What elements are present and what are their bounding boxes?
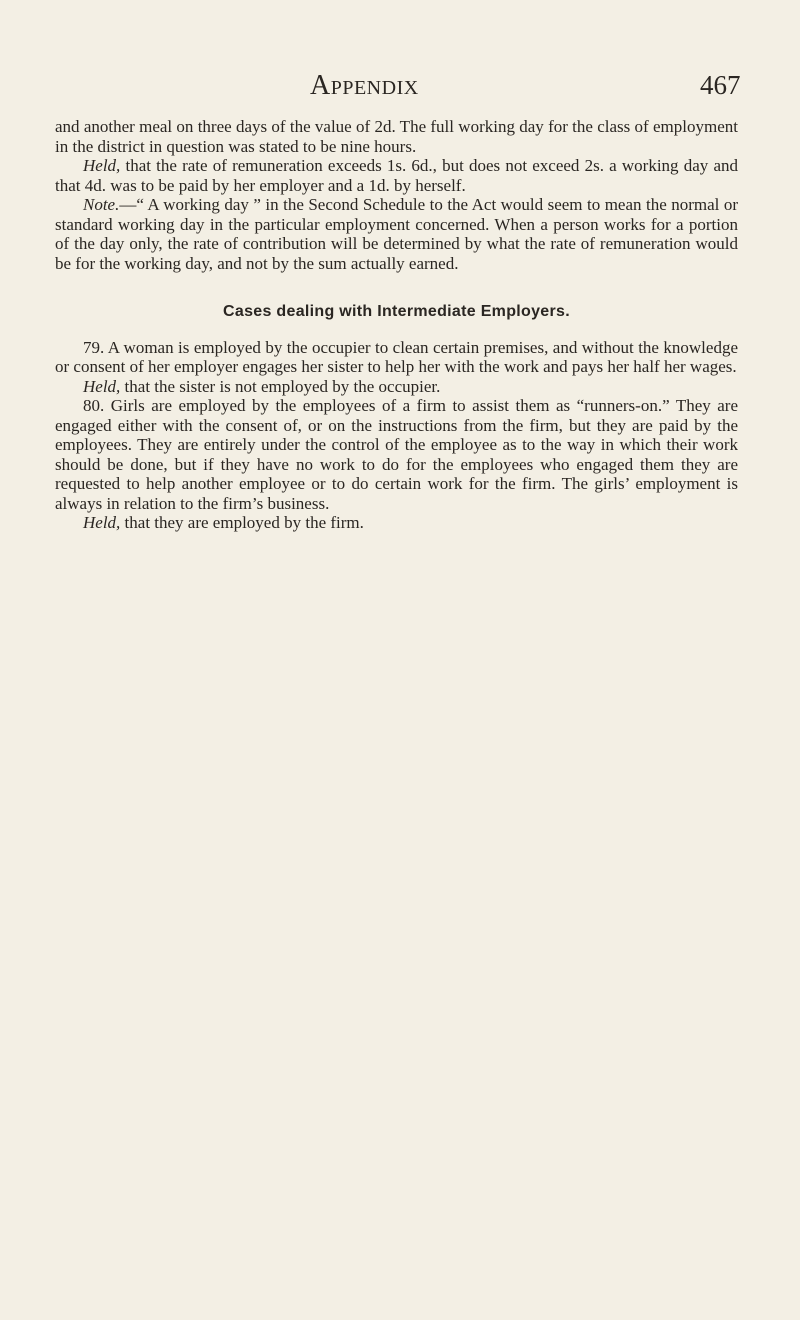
held-text: that the sister is not employed by the occupier. bbox=[120, 376, 441, 396]
paragraph-case-79 bbox=[55, 338, 738, 377]
paragraph-held-3 bbox=[55, 513, 738, 533]
running-head bbox=[0, 72, 800, 112]
page-number: 467 bbox=[700, 70, 741, 100]
held-text: that they are employed by the firm. bbox=[120, 513, 364, 532]
paragraph-note bbox=[55, 195, 738, 273]
paragraph-held-2 bbox=[55, 377, 738, 397]
paragraph-continuation-text: and another meal on three days of the value of 2d. The full working day for the class of employment in the district in question was stated to be nine hours. bbox=[55, 117, 738, 156]
paragraph-held-1 bbox=[55, 156, 738, 195]
body-text bbox=[55, 117, 738, 533]
paragraph-continuation bbox=[55, 117, 738, 156]
note-label: Note. bbox=[83, 195, 120, 214]
note-text: —“ A working day ” in the Second Schedule to the Act would seem to mean the normal or standard working day in the particular employment concerned. When a person works for a portion of the day only, the rate of contribution will be determined by what the rate of remuneration would be for the working day, and not by the sum actually earned. bbox=[55, 195, 738, 273]
case-79-text: 79. A woman is employed by the occupier to clean certain premises, and without the knowledge or consent of her employer engages her sister to help her with the work and pays her half her wages. bbox=[55, 337, 738, 376]
held-label: Held, bbox=[83, 513, 121, 532]
section-heading: Cases dealing with Intermediate Employers. bbox=[223, 303, 570, 320]
held-text: that the rate of remuneration exceeds 1s. 6d., but does not exceed 2s. a working day and that 4d. was to be paid by her employer and a 1d. by herself. bbox=[55, 156, 738, 195]
paragraph-case-80 bbox=[55, 396, 738, 513]
running-title: Appendix bbox=[310, 70, 419, 101]
case-80-text: 80. Girls are employed by the employees of a firm to assist them as “runners-on.” They are engaged either with the consent of, or on the instructions from the firm, but they are paid by the employees. They are entirely under the control of the employee as to the way in which their work should be done, but if they have no work to do for the employees who engaged them they are requested to help another employee or to do certain work for the firm. The girls’ employment is always in relation to the firm’s business. bbox=[55, 396, 738, 513]
held-label: Held, bbox=[83, 376, 121, 396]
held-label: Held, bbox=[83, 156, 121, 175]
